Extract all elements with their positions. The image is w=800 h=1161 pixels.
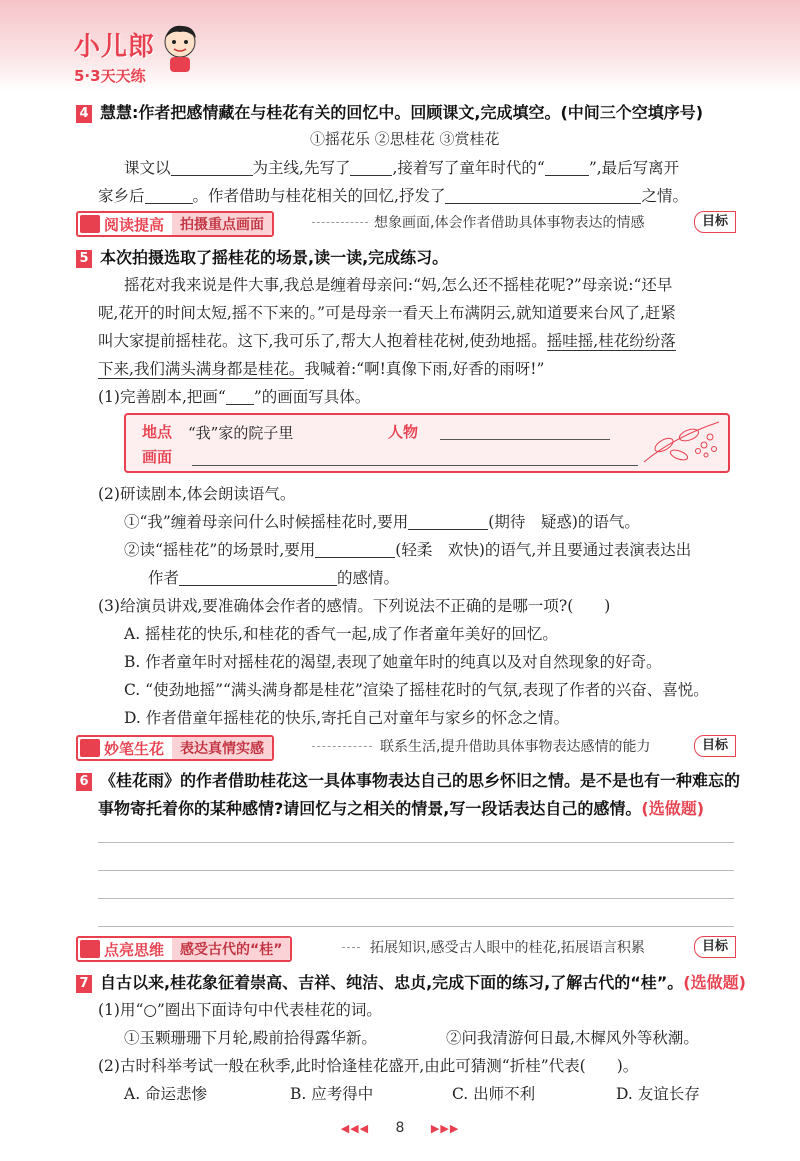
q6-number: 6 xyxy=(76,773,92,791)
goal-tag: 目标 xyxy=(694,735,736,757)
q4-prompt: 慧慧:作者把感情藏在与桂花有关的回忆中。回顾课文,完成填空。(中间三个空填序号) xyxy=(100,103,704,122)
prev-arrows-icon: ◀◀◀ xyxy=(340,1122,370,1135)
passage-line-4 xyxy=(98,357,544,379)
q4-text-f: 。作者借助与桂花相关的回忆,抒发了 xyxy=(192,187,446,205)
section-writing xyxy=(76,735,736,759)
page-footer xyxy=(0,1120,800,1136)
q5-sub2-2-cont xyxy=(148,566,399,588)
divider xyxy=(312,746,372,747)
q7-number: 7 xyxy=(76,975,92,993)
section-thinking-subtitle: 感受古代的“桂” xyxy=(172,938,290,960)
q4-blank-5[interactable] xyxy=(445,188,641,204)
q7-poem-2[interactable]: ②问我清游何日最,木樨风外等秋潮。 xyxy=(446,1029,699,1047)
q7-prompt: 自古以来,桂花象征着崇高、吉祥、纯洁、忠贞,完成下面的练习,了解古代的“桂”。 xyxy=(100,973,684,992)
q5-sub2-1 xyxy=(124,510,640,532)
section-thinking xyxy=(76,936,736,960)
q6-line1: 《桂花雨》的作者借助桂花这一具体事物表达自己的思乡怀旧之情。是不是也有一种难忘的 xyxy=(100,771,741,790)
q4-blank-1[interactable] xyxy=(171,160,253,176)
mascot-icon xyxy=(160,22,200,74)
q6-line2-row xyxy=(98,796,704,819)
q5-sub2-2-text: 的感情。 xyxy=(337,569,400,587)
q7-option-d[interactable]: D. 友谊长存 xyxy=(616,1085,700,1103)
q5-sub2-2-text: ②读“摇桂花”的场景时,要用 xyxy=(124,541,316,559)
q7-prompt-row xyxy=(76,970,746,993)
book-icon xyxy=(80,940,100,958)
q4-text-e: 家乡后 xyxy=(98,187,145,205)
q7-poem-1[interactable]: ①玉颗珊珊下月轮,殿前拾得露华新。 xyxy=(124,1029,377,1047)
q5-prompt: 本次拍摄选取了摇桂花的场景,读一读,完成练习。 xyxy=(100,248,449,267)
q5-option-a[interactable]: A. 摇桂花的快乐,和桂花的香气一起,成了作者童年美好的回忆。 xyxy=(124,625,558,643)
q5-blank-tone-2[interactable] xyxy=(315,542,395,558)
q5-blank-tone-1[interactable] xyxy=(408,514,488,530)
q7-option-b[interactable]: B. 应考得中 xyxy=(290,1085,374,1103)
place-value: “我”家的院子里 xyxy=(188,424,294,442)
q5-sub2-1-text: ①“我”缠着母亲问什么时候摇桂花时,要用 xyxy=(124,513,409,531)
passage-line-3 xyxy=(98,329,676,351)
q4-prompt-row xyxy=(76,100,703,123)
section-writing-subtitle: 表达真情实感 xyxy=(172,737,272,759)
place-label: 地点 xyxy=(142,423,173,441)
section-reading-goal: 想象画面,体会作者借助具体事物表达的情感 xyxy=(374,215,645,231)
q5-sub3: (3)给演员讲戏,要准确体会作者的感情。下列说法不正确的是哪一项?( ) xyxy=(98,597,611,615)
q5-prompt-row xyxy=(76,245,448,268)
script-box xyxy=(124,413,730,473)
passage-underlined: 下来,我们满头满身都是桂花。 xyxy=(98,360,305,378)
section-thinking-title: 点亮思维 xyxy=(104,940,165,959)
q7-optional-tag: (选做题) xyxy=(683,973,746,992)
section-thinking-badge xyxy=(76,936,292,962)
section-writing-badge xyxy=(76,735,274,761)
scene-blank[interactable] xyxy=(192,465,638,466)
scene-label: 画面 xyxy=(142,448,173,466)
section-reading-badge xyxy=(76,211,274,237)
answer-line[interactable] xyxy=(98,870,734,871)
q5-sub2-2-text: 作者 xyxy=(148,569,180,587)
page-number: 8 xyxy=(395,1120,405,1136)
q4-text-g: 之情。 xyxy=(641,187,688,205)
q5-blank-feeling[interactable] xyxy=(179,570,337,586)
divider xyxy=(312,222,368,223)
passage-text: 叫大家提前摇桂花。这下,我可乐了,帮大人抱着桂花树,使劲地摇。 xyxy=(98,332,547,350)
q5-option-b[interactable]: B. 作者童年时对摇桂花的渴望,表现了她童年时的纯真以及对自然现象的好奇。 xyxy=(124,653,662,671)
book-icon xyxy=(80,739,100,757)
q7-option-c[interactable]: C. 出师不利 xyxy=(452,1085,536,1103)
passage-text: 我喊着:“啊!真像下雨,好香的雨呀!” xyxy=(304,360,545,378)
q5-option-d[interactable]: D. 作者借童年摇桂花的快乐,寄托自己对童年与家乡的怀念之情。 xyxy=(124,709,570,727)
passage-line-2: 呢,花开的时间太短,摇不下来的。”可是母亲一看天上布满阴云,就知道要来台风了,赶紧 xyxy=(98,304,676,322)
q4-blank-2[interactable] xyxy=(350,160,392,176)
section-reading xyxy=(76,211,736,235)
q4-fill-line2 xyxy=(98,184,688,206)
section-reading-title: 阅读提高 xyxy=(104,215,165,234)
people-label: 人物 xyxy=(388,423,419,441)
people-blank[interactable] xyxy=(440,439,610,440)
q4-fill-line1 xyxy=(124,156,679,178)
logo xyxy=(74,26,155,86)
logo-main: 小儿郎 xyxy=(74,32,156,62)
goal-tag: 目标 xyxy=(694,211,736,233)
next-arrows-icon: ▶▶▶ xyxy=(430,1122,460,1135)
q5-sub1 xyxy=(98,385,370,407)
q5-sub2-2-text: (轻柔 欢快)的语气,并且要通过表演表达出 xyxy=(395,541,692,559)
q5-option-c[interactable]: C. “使劲地摇”“满头满身都是桂花”渲染了摇桂花时的气氛,表现了作者的兴奋、喜悦。 xyxy=(124,681,709,699)
q5-sub2-2 xyxy=(124,538,691,560)
q4-text-a: 课文以 xyxy=(124,159,171,177)
q6-prompt-row xyxy=(76,768,740,791)
q6-line2: 事物寄托着你的某种感情?请回忆与之相关的情景,写一段话表达自己的感情。 xyxy=(98,799,642,818)
answer-line[interactable] xyxy=(98,898,734,899)
q5-sub1-mark xyxy=(226,389,254,405)
q5-sub1-text: (1)完善剧本,把画“ xyxy=(98,388,226,406)
q7-sub1: (1)用“○”圈出下面诗句中代表桂花的词。 xyxy=(98,1001,382,1019)
q4-blank-4[interactable] xyxy=(145,188,193,204)
book-icon xyxy=(80,215,100,233)
section-reading-subtitle: 拍摄重点画面 xyxy=(172,213,272,235)
logo-sub: 5·3天天练 xyxy=(74,67,146,85)
section-thinking-goal: 拓展知识,感受古人眼中的桂花,拓展语言积累 xyxy=(370,940,645,956)
section-writing-goal: 联系生活,提升借助具体事物表达感情的能力 xyxy=(380,739,651,755)
passage-underlined: 摇哇摇,桂花纷纷落 xyxy=(546,332,676,350)
q4-number: 4 xyxy=(76,105,92,123)
q4-text-b: 为主线,先写了 xyxy=(252,159,351,177)
q7-option-a[interactable]: A. 命运悲惨 xyxy=(124,1085,208,1103)
q5-number: 5 xyxy=(76,250,92,268)
q5-sub2-1-text: (期待 疑惑)的语气。 xyxy=(488,513,640,531)
divider xyxy=(342,947,360,948)
answer-line[interactable] xyxy=(98,926,734,927)
osmanthus-icon xyxy=(634,417,724,467)
q4-text-d: ”,最后写离开 xyxy=(588,159,680,177)
q7-sub2: (2)古时科举考试一般在秋季,此时恰逢桂花盛开,由此可猜测“折桂”代表( )。 xyxy=(98,1057,639,1075)
q6-optional-tag: (选做题) xyxy=(641,799,705,818)
passage-line-1: 摇花对我来说是件大事,我总是缠着母亲问:“妈,怎么还不摇桂花呢?”母亲说:“还早 xyxy=(124,276,673,294)
goal-tag: 目标 xyxy=(694,936,736,958)
q5-sub2: (2)研读剧本,体会朗读语气。 xyxy=(98,485,296,503)
section-writing-title: 妙笔生花 xyxy=(104,739,165,758)
q4-options: ①摇花乐 ②思桂花 ③赏桂花 xyxy=(310,130,500,148)
q4-text-c: ,接着写了童年时代的“ xyxy=(392,159,545,177)
q4-blank-3[interactable] xyxy=(545,160,589,176)
q5-sub1-text: ”的画面写具体。 xyxy=(253,388,371,406)
answer-line[interactable] xyxy=(98,842,734,843)
